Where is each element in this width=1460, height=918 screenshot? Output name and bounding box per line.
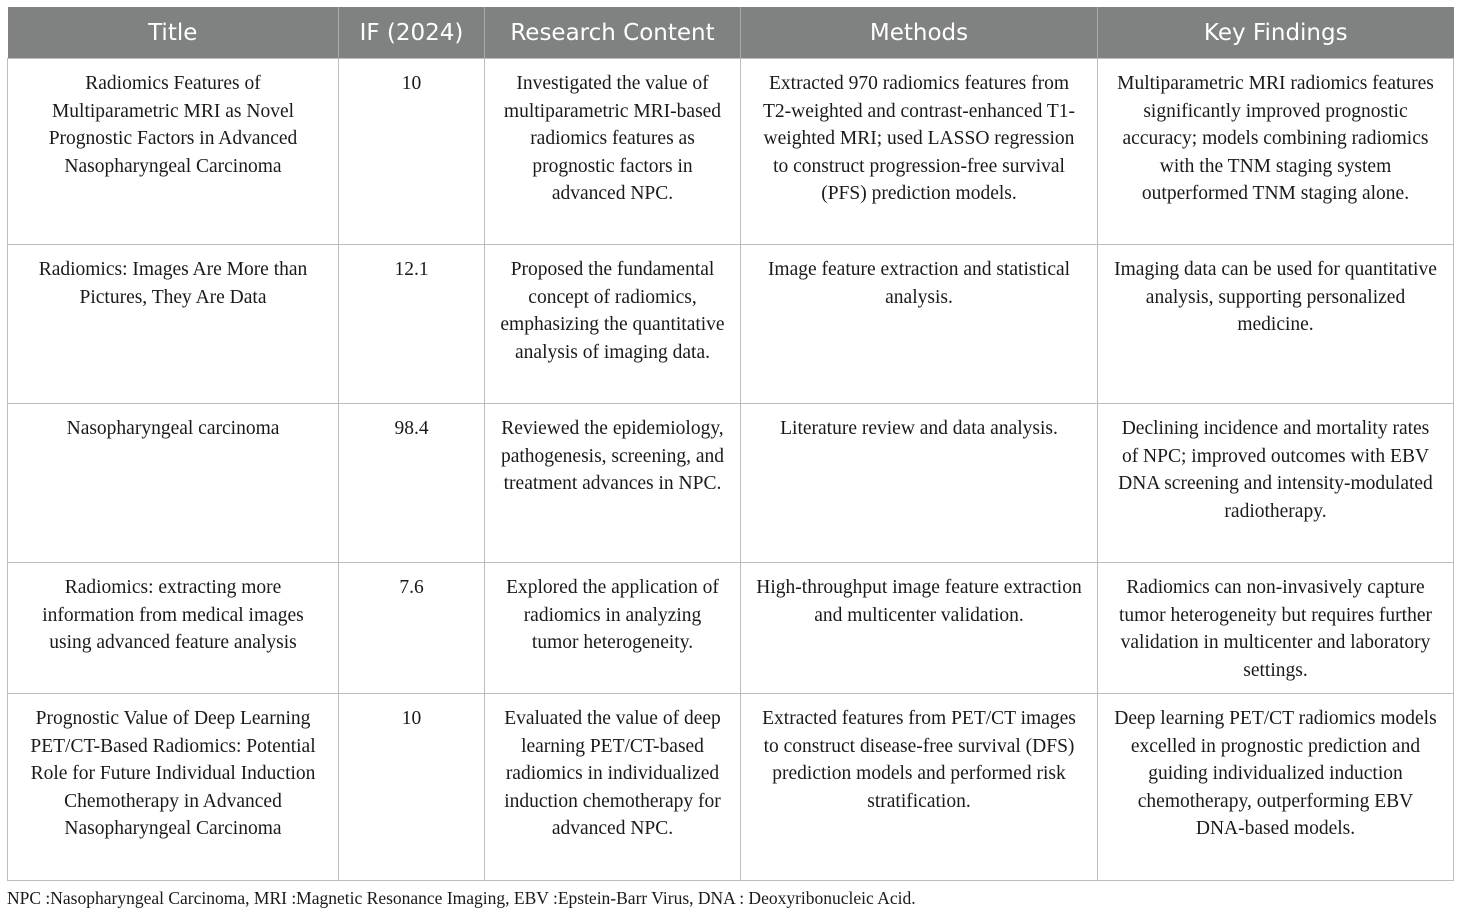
cell-impact-factor: 12.1 <box>339 245 485 404</box>
table-row <box>8 59 1454 245</box>
cell-methods: Extracted 970 radiomics features from T2-weighted and contrast-enhanced T1-weighted MRI; used LASSO regression to construct progression-free survival (PFS) prediction models. <box>741 59 1098 245</box>
cell-title: Radiomics Features of Multiparametric MRI as Novel Prognostic Factors in Advanced Nasopharyngeal Carcinoma <box>8 59 339 245</box>
cell-methods: Extracted features from PET/CT images to construct disease-free survival (DFS) prediction models and performed risk stratification. <box>741 694 1098 881</box>
cell-impact-factor: 10 <box>339 694 485 881</box>
cell-impact-factor: 98.4 <box>339 404 485 563</box>
cell-research-content: Explored the application of radiomics in analyzing tumor heterogeneity. <box>485 563 741 694</box>
cell-key-findings: Deep learning PET/CT radiomics models excelled in prognostic prediction and guiding individualized induction chemotherapy, outperforming EBV DNA-based models. <box>1098 694 1454 881</box>
header-key-findings: Key Findings <box>1098 7 1454 59</box>
cell-methods: Literature review and data analysis. <box>741 404 1098 563</box>
header-impact-factor: IF (2024) <box>339 7 485 59</box>
header-methods: Methods <box>741 7 1098 59</box>
cell-research-content: Evaluated the value of deep learning PET/CT-based radiomics in individualized induction chemotherapy for advanced NPC. <box>485 694 741 881</box>
cell-research-content: Investigated the value of multiparametric MRI-based radiomics features as prognostic factors in advanced NPC. <box>485 59 741 245</box>
cell-key-findings: Radiomics can non-invasively capture tumor heterogeneity but requires further validation in multicenter and laboratory settings. <box>1098 563 1454 694</box>
cell-title: Radiomics: extracting more information from medical images using advanced feature analysis <box>8 563 339 694</box>
cell-title: Radiomics: Images Are More than Pictures, They Are Data <box>8 245 339 404</box>
table-row <box>8 563 1454 694</box>
table-footnote: NPC :Nasopharyngeal Carcinoma, MRI :Magnetic Resonance Imaging, EBV :Epstein-Barr Virus, DNA : Deoxyribonucleic Acid. <box>7 888 916 908</box>
cell-research-content: Proposed the fundamental concept of radiomics, emphasizing the quantitative analysis of imaging data. <box>485 245 741 404</box>
cell-title: Prognostic Value of Deep Learning PET/CT-Based Radiomics: Potential Role for Future Individual Induction Chemotherapy in Advanced Nasopharyngeal Carcinoma <box>8 694 339 881</box>
header-row <box>8 7 1454 59</box>
cell-title: Nasopharyngeal carcinoma <box>8 404 339 563</box>
header-title: Title <box>8 7 339 59</box>
cell-key-findings: Imaging data can be used for quantitative analysis, supporting personalized medicine. <box>1098 245 1454 404</box>
table-row <box>8 404 1454 563</box>
summary-table-container <box>7 7 1453 881</box>
cell-methods: Image feature extraction and statistical analysis. <box>741 245 1098 404</box>
cell-key-findings: Declining incidence and mortality rates of NPC; improved outcomes with EBV DNA screening and intensity-modulated radiotherapy. <box>1098 404 1454 563</box>
cell-methods: High-throughput image feature extraction and multicenter validation. <box>741 563 1098 694</box>
cell-impact-factor: 10 <box>339 59 485 245</box>
cell-research-content: Reviewed the epidemiology, pathogenesis, screening, and treatment advances in NPC. <box>485 404 741 563</box>
table-row <box>8 694 1454 881</box>
summary-table <box>7 7 1454 881</box>
cell-key-findings: Multiparametric MRI radiomics features significantly improved prognostic accuracy; models combining radiomics with the TNM staging system outperformed TNM staging alone. <box>1098 59 1454 245</box>
cell-impact-factor: 7.6 <box>339 563 485 694</box>
table-row <box>8 245 1454 404</box>
header-research-content: Research Content <box>485 7 741 59</box>
